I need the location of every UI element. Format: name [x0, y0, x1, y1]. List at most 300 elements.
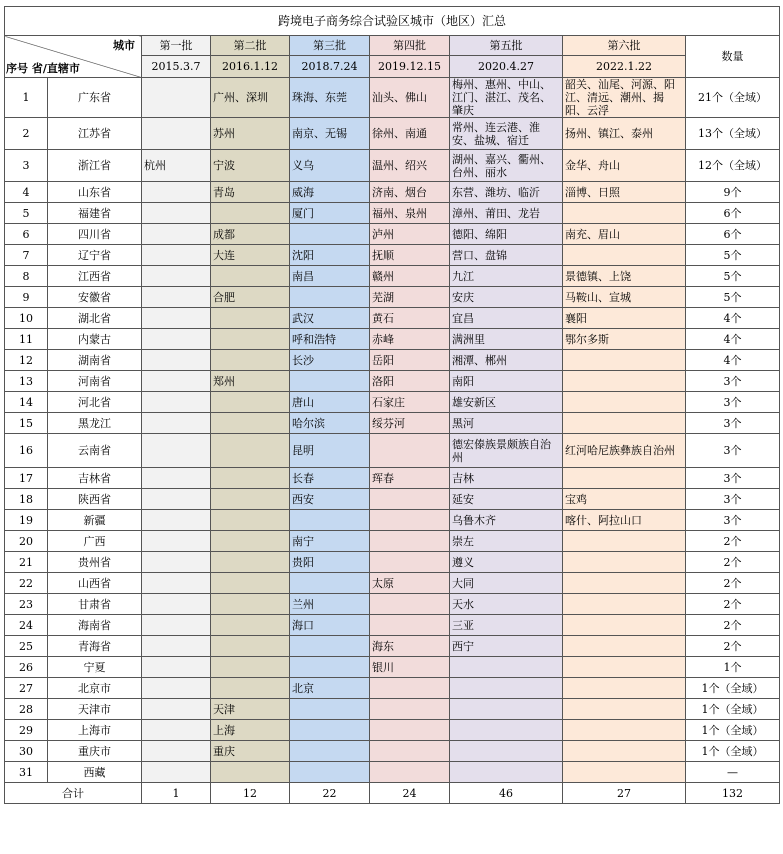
province-cell: 新疆: [48, 510, 142, 531]
batch-3-cities: 昆明: [290, 434, 370, 468]
batch-1-cities: [142, 224, 211, 245]
batch-5-cities: [450, 741, 563, 762]
batch-4-cities: 太原: [370, 573, 450, 594]
table-row: [5, 308, 780, 329]
grand-total: 132: [686, 783, 780, 804]
batch-5-cities: 安庆: [450, 287, 563, 308]
row-index: 11: [5, 329, 48, 350]
count-cell: 6个: [686, 203, 780, 224]
batch-5-cities: 营口、盘锦: [450, 245, 563, 266]
batch-3-cities: [290, 699, 370, 720]
count-cell: 4个: [686, 308, 780, 329]
batch-4-cities: [370, 762, 450, 783]
batch-2-total: 12: [211, 783, 290, 804]
batch-5-name: 第五批: [450, 36, 563, 56]
row-index: 2: [5, 118, 48, 150]
batch-2-cities: 宁波: [211, 150, 290, 182]
batch-6-cities: [563, 636, 686, 657]
batch-3-cities: 南宁: [290, 531, 370, 552]
batch-6-cities: 鄂尔多斯: [563, 329, 686, 350]
batch-6-cities: [563, 552, 686, 573]
province-cell: 湖南省: [48, 350, 142, 371]
table-row: [5, 720, 780, 741]
count-cell: 9个: [686, 182, 780, 203]
summary-table: [4, 6, 780, 804]
batch-6-cities: 马鞍山、宣城: [563, 287, 686, 308]
batch-2-cities: [211, 762, 290, 783]
table-row: [5, 350, 780, 371]
count-cell: 5个: [686, 245, 780, 266]
batch-1-cities: [142, 468, 211, 489]
batch-3-cities: 南昌: [290, 266, 370, 287]
batch-1-cities: [142, 678, 211, 699]
batch-1-cities: [142, 329, 211, 350]
batch-4-cities: [370, 741, 450, 762]
totals-label: 合计: [5, 783, 142, 804]
batch-3-cities: [290, 657, 370, 678]
count-cell: 2个: [686, 531, 780, 552]
batch-4-cities: [370, 594, 450, 615]
table-row: [5, 678, 780, 699]
table-row: [5, 371, 780, 392]
batch-6-cities: 南充、眉山: [563, 224, 686, 245]
batch-1-cities: [142, 552, 211, 573]
batch-1-cities: [142, 118, 211, 150]
batch-1-cities: [142, 615, 211, 636]
batch-6-cities: [563, 762, 686, 783]
batch-6-cities: 喀什、阿拉山口: [563, 510, 686, 531]
row-index: 23: [5, 594, 48, 615]
table-title: 跨境电子商务综合试验区城市（地区）汇总: [5, 7, 780, 36]
batch-4-name: 第四批: [370, 36, 450, 56]
batch-2-cities: 重庆: [211, 741, 290, 762]
province-cell: 天津市: [48, 699, 142, 720]
batch-5-cities: 乌鲁木齐: [450, 510, 563, 531]
province-cell: 贵州省: [48, 552, 142, 573]
batch-5-total: 46: [450, 783, 563, 804]
row-index: 18: [5, 489, 48, 510]
batch-2-cities: 上海: [211, 720, 290, 741]
batch-6-cities: [563, 615, 686, 636]
batch-5-cities: 德阳、绵阳: [450, 224, 563, 245]
province-cell: 湖北省: [48, 308, 142, 329]
row-index: 1: [5, 78, 48, 118]
batch-6-name: 第六批: [563, 36, 686, 56]
batch-5-cities: 遵义: [450, 552, 563, 573]
batch-5-cities: [450, 657, 563, 678]
table-row: [5, 615, 780, 636]
count-cell: 13个（全域）: [686, 118, 780, 150]
batch-2-cities: [211, 350, 290, 371]
province-cell: 江西省: [48, 266, 142, 287]
batch-4-cities: 抚顺: [370, 245, 450, 266]
count-cell: —: [686, 762, 780, 783]
batch-2-cities: [211, 308, 290, 329]
batch-3-cities: 海口: [290, 615, 370, 636]
batch-5-cities: 天水: [450, 594, 563, 615]
row-index: 7: [5, 245, 48, 266]
count-cell: 12个（全域）: [686, 150, 780, 182]
row-index: 29: [5, 720, 48, 741]
batch-3-cities: 呼和浩特: [290, 329, 370, 350]
batch-5-cities: [450, 720, 563, 741]
table-row: [5, 531, 780, 552]
batch-4-cities: 赤峰: [370, 329, 450, 350]
batch-1-cities: [142, 594, 211, 615]
batch-2-name: 第二批: [211, 36, 290, 56]
count-cell: 4个: [686, 350, 780, 371]
batch-5-date: 2020.4.27: [450, 56, 563, 78]
batch-5-cities: 湘潭、郴州: [450, 350, 563, 371]
batch-3-cities: [290, 741, 370, 762]
batch-4-cities: 洛阳: [370, 371, 450, 392]
count-cell: 2个: [686, 594, 780, 615]
batch-2-cities: [211, 468, 290, 489]
batch-3-cities: [290, 287, 370, 308]
table-row: [5, 203, 780, 224]
count-cell: 1个（全域）: [686, 720, 780, 741]
batch-3-total: 22: [290, 783, 370, 804]
batch-4-cities: [370, 615, 450, 636]
table-row: [5, 245, 780, 266]
batch-5-cities: 东营、潍坊、临沂: [450, 182, 563, 203]
batch-1-cities: [142, 699, 211, 720]
batch-1-cities: [142, 762, 211, 783]
row-index: 20: [5, 531, 48, 552]
batch-6-cities: [563, 678, 686, 699]
batch-3-date: 2018.7.24: [290, 56, 370, 78]
batch-5-cities: 南阳: [450, 371, 563, 392]
batch-3-cities: 兰州: [290, 594, 370, 615]
row-index: 13: [5, 371, 48, 392]
batch-3-cities: 义乌: [290, 150, 370, 182]
count-cell: 6个: [686, 224, 780, 245]
batch-6-date: 2022.1.22: [563, 56, 686, 78]
batch-3-cities: [290, 636, 370, 657]
count-cell: 2个: [686, 636, 780, 657]
count-cell: 21个（全域）: [686, 78, 780, 118]
batch-4-date: 2019.12.15: [370, 56, 450, 78]
batch-2-cities: 成都: [211, 224, 290, 245]
title-row: [5, 7, 780, 36]
row-index: 26: [5, 657, 48, 678]
batch-4-cities: 珲春: [370, 468, 450, 489]
batch-2-cities: [211, 615, 290, 636]
batch-4-cities: 芜湖: [370, 287, 450, 308]
batch-1-total: 1: [142, 783, 211, 804]
province-cell: 福建省: [48, 203, 142, 224]
totals-row: [5, 783, 780, 804]
count-cell: 3个: [686, 392, 780, 413]
province-cell: 四川省: [48, 224, 142, 245]
batch-1-cities: [142, 636, 211, 657]
row-index: 4: [5, 182, 48, 203]
batch-4-total: 24: [370, 783, 450, 804]
batch-3-cities: 哈尔滨: [290, 413, 370, 434]
batch-1-cities: [142, 741, 211, 762]
batch-4-cities: 岳阳: [370, 350, 450, 371]
province-cell: 浙江省: [48, 150, 142, 182]
batch-3-cities: 南京、无锡: [290, 118, 370, 150]
batch-6-cities: 淄博、日照: [563, 182, 686, 203]
batch-6-cities: 金华、舟山: [563, 150, 686, 182]
row-index: 24: [5, 615, 48, 636]
batch-4-cities: 绥芬河: [370, 413, 450, 434]
province-cell: 陕西省: [48, 489, 142, 510]
batch-2-cities: [211, 413, 290, 434]
count-cell: 1个（全域）: [686, 741, 780, 762]
batch-5-cities: 吉林: [450, 468, 563, 489]
batch-2-cities: 郑州: [211, 371, 290, 392]
batch-6-cities: [563, 720, 686, 741]
batch-1-cities: [142, 510, 211, 531]
count-cell: 1个（全域）: [686, 678, 780, 699]
batch-4-cities: 石家庄: [370, 392, 450, 413]
table-row: [5, 552, 780, 573]
row-index: 14: [5, 392, 48, 413]
province-cell: 辽宁省: [48, 245, 142, 266]
province-cell: 河南省: [48, 371, 142, 392]
row-index: 19: [5, 510, 48, 531]
table-row: [5, 78, 780, 118]
batch-5-cities: 湖州、嘉兴、衢州、台州、丽水: [450, 150, 563, 182]
batch-1-cities: [142, 203, 211, 224]
batch-2-cities: [211, 552, 290, 573]
row-index: 17: [5, 468, 48, 489]
batch-6-cities: [563, 203, 686, 224]
count-cell: 2个: [686, 573, 780, 594]
batch-4-cities: [370, 552, 450, 573]
batch-1-date: 2015.3.7: [142, 56, 211, 78]
count-cell: 3个: [686, 489, 780, 510]
batch-1-cities: [142, 720, 211, 741]
batch-3-cities: [290, 510, 370, 531]
diagonal-header-cell: [5, 36, 142, 78]
row-index: 10: [5, 308, 48, 329]
province-cell: 上海市: [48, 720, 142, 741]
batch-1-cities: [142, 371, 211, 392]
batch-4-cities: 福州、泉州: [370, 203, 450, 224]
table-row: [5, 287, 780, 308]
batch-3-cities: [290, 371, 370, 392]
province-cell: 山东省: [48, 182, 142, 203]
row-index: 15: [5, 413, 48, 434]
batch-6-cities: [563, 413, 686, 434]
header-row-batches: [5, 36, 780, 56]
row-index: 16: [5, 434, 48, 468]
count-cell: 3个: [686, 434, 780, 468]
province-cell: 内蒙古: [48, 329, 142, 350]
batch-5-cities: 延安: [450, 489, 563, 510]
count-cell: 3个: [686, 371, 780, 392]
count-cell: 2个: [686, 552, 780, 573]
batch-3-cities: 长沙: [290, 350, 370, 371]
province-cell: 云南省: [48, 434, 142, 468]
row-index: 31: [5, 762, 48, 783]
batch-2-cities: 广州、深圳: [211, 78, 290, 118]
batch-6-cities: [563, 741, 686, 762]
batch-6-cities: [563, 468, 686, 489]
batch-6-cities: 襄阳: [563, 308, 686, 329]
batch-5-cities: 雄安新区: [450, 392, 563, 413]
index-label: 序号: [6, 62, 28, 75]
batch-5-cities: 梅州、惠州、中山、江门、湛江、茂名、肇庆: [450, 78, 563, 118]
count-cell: 1个: [686, 657, 780, 678]
batch-1-cities: [142, 266, 211, 287]
table-row: [5, 413, 780, 434]
batch-3-cities: [290, 720, 370, 741]
batch-6-cities: [563, 245, 686, 266]
province-cell: 安徽省: [48, 287, 142, 308]
table-row: [5, 329, 780, 350]
table-row: [5, 489, 780, 510]
batch-6-cities: 韶关、汕尾、河源、阳江、清远、潮州、揭阳、云浮: [563, 78, 686, 118]
count-cell: 1个（全域）: [686, 699, 780, 720]
table-row: [5, 636, 780, 657]
row-index: 6: [5, 224, 48, 245]
batch-1-cities: [142, 182, 211, 203]
province-cell: 黑龙江: [48, 413, 142, 434]
batch-3-cities: 贵阳: [290, 552, 370, 573]
batch-2-cities: [211, 510, 290, 531]
province-cell: 江苏省: [48, 118, 142, 150]
batch-6-cities: 景德镇、上饶: [563, 266, 686, 287]
batch-3-cities: 武汉: [290, 308, 370, 329]
count-cell: 3个: [686, 413, 780, 434]
batch-2-cities: [211, 329, 290, 350]
batch-5-cities: 九江: [450, 266, 563, 287]
batch-1-cities: [142, 392, 211, 413]
table-row: [5, 573, 780, 594]
batch-2-cities: [211, 657, 290, 678]
province-cell: 宁夏: [48, 657, 142, 678]
row-index: 5: [5, 203, 48, 224]
table-row: [5, 224, 780, 245]
batch-1-cities: 杭州: [142, 150, 211, 182]
table-row: [5, 699, 780, 720]
batch-1-cities: [142, 531, 211, 552]
batch-5-cities: 崇左: [450, 531, 563, 552]
batch-5-cities: [450, 762, 563, 783]
province-cell: 甘肃省: [48, 594, 142, 615]
batch-2-cities: 天津: [211, 699, 290, 720]
province-cell: 北京市: [48, 678, 142, 699]
batch-5-cities: 常州、连云港、淮安、盐城、宿迁: [450, 118, 563, 150]
province-cell: 青海省: [48, 636, 142, 657]
row-index: 28: [5, 699, 48, 720]
batch-3-cities: 北京: [290, 678, 370, 699]
table-row: [5, 657, 780, 678]
province-cell: 山西省: [48, 573, 142, 594]
row-index: 9: [5, 287, 48, 308]
row-index: 12: [5, 350, 48, 371]
batch-4-cities: 泸州: [370, 224, 450, 245]
batch-4-cities: [370, 699, 450, 720]
row-index: 25: [5, 636, 48, 657]
batch-2-cities: [211, 266, 290, 287]
count-cell: 4个: [686, 329, 780, 350]
batch-1-cities: [142, 489, 211, 510]
batch-1-name: 第一批: [142, 36, 211, 56]
province-cell: 河北省: [48, 392, 142, 413]
batch-5-cities: 大同: [450, 573, 563, 594]
batch-6-cities: 宝鸡: [563, 489, 686, 510]
batch-6-cities: [563, 699, 686, 720]
province-cell: 广西: [48, 531, 142, 552]
count-cell: 5个: [686, 287, 780, 308]
batch-3-cities: 沈阳: [290, 245, 370, 266]
batch-5-cities: 漳州、莆田、龙岩: [450, 203, 563, 224]
batch-2-cities: 合肥: [211, 287, 290, 308]
table-row: [5, 510, 780, 531]
batch-4-cities: 徐州、南通: [370, 118, 450, 150]
batch-4-cities: 赣州: [370, 266, 450, 287]
batch-6-cities: [563, 531, 686, 552]
batch-3-cities: 珠海、东莞: [290, 78, 370, 118]
table-row: [5, 468, 780, 489]
batch-6-cities: [563, 573, 686, 594]
batch-1-cities: [142, 245, 211, 266]
table-row: [5, 762, 780, 783]
table-row: [5, 741, 780, 762]
batch-2-cities: [211, 434, 290, 468]
table-row: [5, 434, 780, 468]
batch-1-cities: [142, 434, 211, 468]
batch-3-cities: 唐山: [290, 392, 370, 413]
batch-1-cities: [142, 308, 211, 329]
table-row: [5, 150, 780, 182]
batch-1-cities: [142, 350, 211, 371]
batch-2-cities: [211, 573, 290, 594]
batch-1-cities: [142, 657, 211, 678]
count-header: 数量: [686, 36, 780, 78]
batch-2-cities: [211, 489, 290, 510]
batch-6-cities: [563, 392, 686, 413]
batch-5-cities: 三亚: [450, 615, 563, 636]
batch-3-cities: [290, 573, 370, 594]
batch-6-cities: 红河哈尼族彝族自治州: [563, 434, 686, 468]
batch-2-cities: [211, 636, 290, 657]
batch-4-cities: 海东: [370, 636, 450, 657]
batch-2-cities: [211, 594, 290, 615]
batch-4-cities: 济南、烟台: [370, 182, 450, 203]
batch-3-cities: [290, 224, 370, 245]
batch-5-cities: 德宏傣族景颇族自治州: [450, 434, 563, 468]
province-cell: 重庆市: [48, 741, 142, 762]
province-cell: 广东省: [48, 78, 142, 118]
province-cell: 海南省: [48, 615, 142, 636]
count-cell: 5个: [686, 266, 780, 287]
batch-5-cities: 黑河: [450, 413, 563, 434]
row-index: 30: [5, 741, 48, 762]
batch-2-cities: [211, 531, 290, 552]
batch-4-cities: [370, 720, 450, 741]
batch-5-cities: [450, 678, 563, 699]
batch-3-cities: 威海: [290, 182, 370, 203]
batch-4-cities: [370, 434, 450, 468]
batch-4-cities: [370, 531, 450, 552]
row-index: 3: [5, 150, 48, 182]
table-row: [5, 392, 780, 413]
batch-6-total: 27: [563, 783, 686, 804]
batch-2-cities: [211, 203, 290, 224]
batch-6-cities: [563, 594, 686, 615]
count-cell: 3个: [686, 510, 780, 531]
batch-2-cities: [211, 392, 290, 413]
row-index: 8: [5, 266, 48, 287]
batch-3-cities: 长春: [290, 468, 370, 489]
batch-3-name: 第三批: [290, 36, 370, 56]
